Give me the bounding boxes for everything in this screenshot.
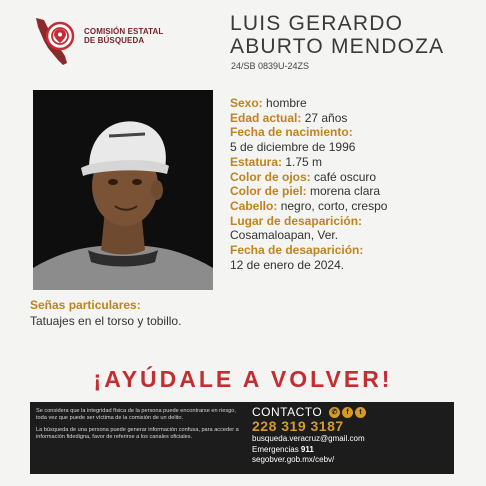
call-to-action: ¡AYÚDALE A VOLVER! bbox=[93, 366, 393, 392]
org-name-line2: DE BÚSQUEDA bbox=[84, 36, 145, 45]
field-fecha-desaparicion-value: 12 de enero de 2024. bbox=[230, 257, 345, 272]
field-nacimiento-label: Fecha de nacimiento: bbox=[230, 125, 353, 140]
field-sexo: Sexo: hombre bbox=[230, 96, 307, 110]
contact-email[interactable]: busqueda.veracruz@gmail.com bbox=[252, 434, 365, 443]
field-lugar-value: Cosamaloapan, Ver. bbox=[230, 228, 339, 243]
field-estatura: Estatura: 1.75 m bbox=[230, 154, 323, 169]
field-cabello: Cabello: negro, corto, crespo bbox=[230, 198, 388, 213]
contact-phone[interactable]: 228 319 3187 bbox=[252, 418, 344, 434]
field-edad: Edad actual: 27 años bbox=[230, 110, 348, 125]
contact-title: CONTACTO bbox=[252, 405, 323, 419]
person-name-line1: LUIS GERARDO bbox=[230, 12, 404, 35]
contact-block bbox=[252, 405, 452, 466]
emergency-number[interactable]: 911 bbox=[300, 444, 314, 454]
field-nacimiento-value: 5 de diciembre de 1996 bbox=[230, 140, 356, 155]
disclaimer bbox=[36, 408, 246, 446]
twitter-icon[interactable]: t bbox=[355, 407, 366, 418]
emergency-line bbox=[252, 445, 452, 456]
commission-logo bbox=[30, 14, 180, 70]
person-photo-illustration bbox=[33, 90, 213, 290]
disclaimer-paragraph-2: La búsqueda de una persona puede generar información confusa, para acceder a información fidedigna, favor de referirse a los canales oficiales. bbox=[36, 427, 239, 440]
field-piel: Color de piel: morena clara bbox=[230, 184, 381, 199]
person-name-line2: ABURTO MENDOZA bbox=[230, 35, 445, 58]
phone-icon[interactable]: ✆ bbox=[329, 407, 340, 418]
person-name bbox=[230, 12, 444, 58]
person-details bbox=[230, 96, 480, 272]
field-lugar-label: Lugar de desaparición: bbox=[230, 213, 363, 228]
disclaimer-paragraph-1: Se considera que la integridad física de la persona puede encontrarse en riesgo, toda vez que puede ser víctima de la comisión de un delito. bbox=[36, 408, 236, 421]
contact-icons bbox=[329, 407, 366, 418]
senas-label: Señas particulares: bbox=[30, 298, 141, 312]
case-folio: 24/SB 0839U-24ZS bbox=[231, 61, 310, 71]
emergency-label: Emergencias bbox=[252, 444, 299, 454]
org-name bbox=[84, 27, 163, 45]
facebook-icon[interactable]: f bbox=[342, 407, 353, 418]
person-photo bbox=[33, 90, 213, 290]
contact-title-row bbox=[252, 405, 452, 419]
footer-panel bbox=[30, 402, 454, 474]
contact-website[interactable]: segobver.gob.mx/cebv/ bbox=[252, 455, 335, 464]
org-name-line1: COMISIÓN ESTATAL bbox=[84, 27, 164, 36]
field-fecha-desaparicion-label: Fecha de desaparición: bbox=[230, 243, 364, 258]
senas-value: Tatuajes en el torso y tobillo. bbox=[30, 314, 182, 328]
field-ojos: Color de ojos: café oscuro bbox=[230, 169, 377, 184]
